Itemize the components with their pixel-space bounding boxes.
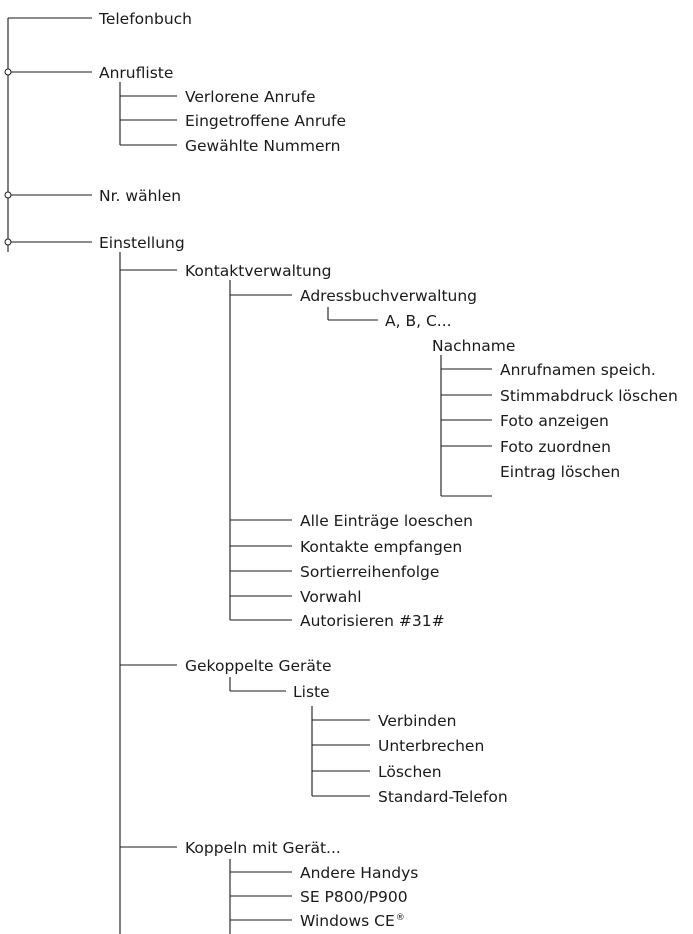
- node-last-name: Nachname: [432, 337, 516, 355]
- node-entry-option: Foto anzeigen: [500, 412, 609, 430]
- node-list-option: Unterbrechen: [378, 737, 485, 755]
- node-dial-number: Nr. wählen: [99, 187, 182, 205]
- node-paired-devices: Gekoppelte Geräte: [185, 657, 332, 675]
- junction-dot: [5, 69, 11, 75]
- node-settings: Einstellung: [99, 234, 185, 252]
- node-pair-item: SE P800/P900: [300, 888, 408, 906]
- node-list-option: Verbinden: [378, 712, 457, 730]
- node-entry-option: Eintrag löschen: [500, 463, 621, 481]
- junction-dot: [5, 239, 11, 245]
- node-contact-item: Sortierreihenfolge: [300, 563, 440, 581]
- tree-labels: [98, 10, 678, 930]
- node-address-book: Adressbuchverwaltung: [300, 287, 478, 305]
- node-list-option: Standard-Telefon: [378, 788, 508, 806]
- node-pair-with-device: Koppeln mit Gerät...: [185, 839, 341, 857]
- node-entry-option: Foto zuordnen: [500, 438, 611, 456]
- node-contact-management: Kontaktverwaltung: [185, 262, 332, 280]
- node-contact-item: Kontakte empfangen: [300, 538, 463, 556]
- node-call-item: Verlorene Anrufe: [185, 88, 316, 106]
- registered-mark: ®: [395, 913, 405, 923]
- node-phonebook: Telefonbuch: [99, 10, 192, 28]
- node-call-list: Anrufliste: [99, 64, 174, 82]
- node-call-item: Gewählte Nummern: [185, 137, 341, 155]
- windows-ce-label: Windows CE: [300, 912, 395, 930]
- node-contact-item: Autorisieren #31#: [300, 612, 445, 630]
- node-list-option: Löschen: [378, 763, 442, 781]
- node-call-item: Eingetroffene Anrufe: [185, 112, 347, 130]
- node-contact-item: Alle Einträge loeschen: [300, 512, 473, 530]
- node-entry-option: Stimmabdruck löschen: [500, 387, 678, 405]
- node-letters: A, B, C...: [385, 312, 452, 330]
- node-contact-item: Vorwahl: [300, 588, 362, 606]
- node-list: Liste: [293, 683, 330, 701]
- node-pair-item: Andere Handys: [300, 864, 419, 882]
- junction-dot: [5, 192, 11, 198]
- node-entry-option: Anrufnamen speich.: [500, 361, 656, 379]
- node-pair-item-windows-ce: [300, 912, 405, 930]
